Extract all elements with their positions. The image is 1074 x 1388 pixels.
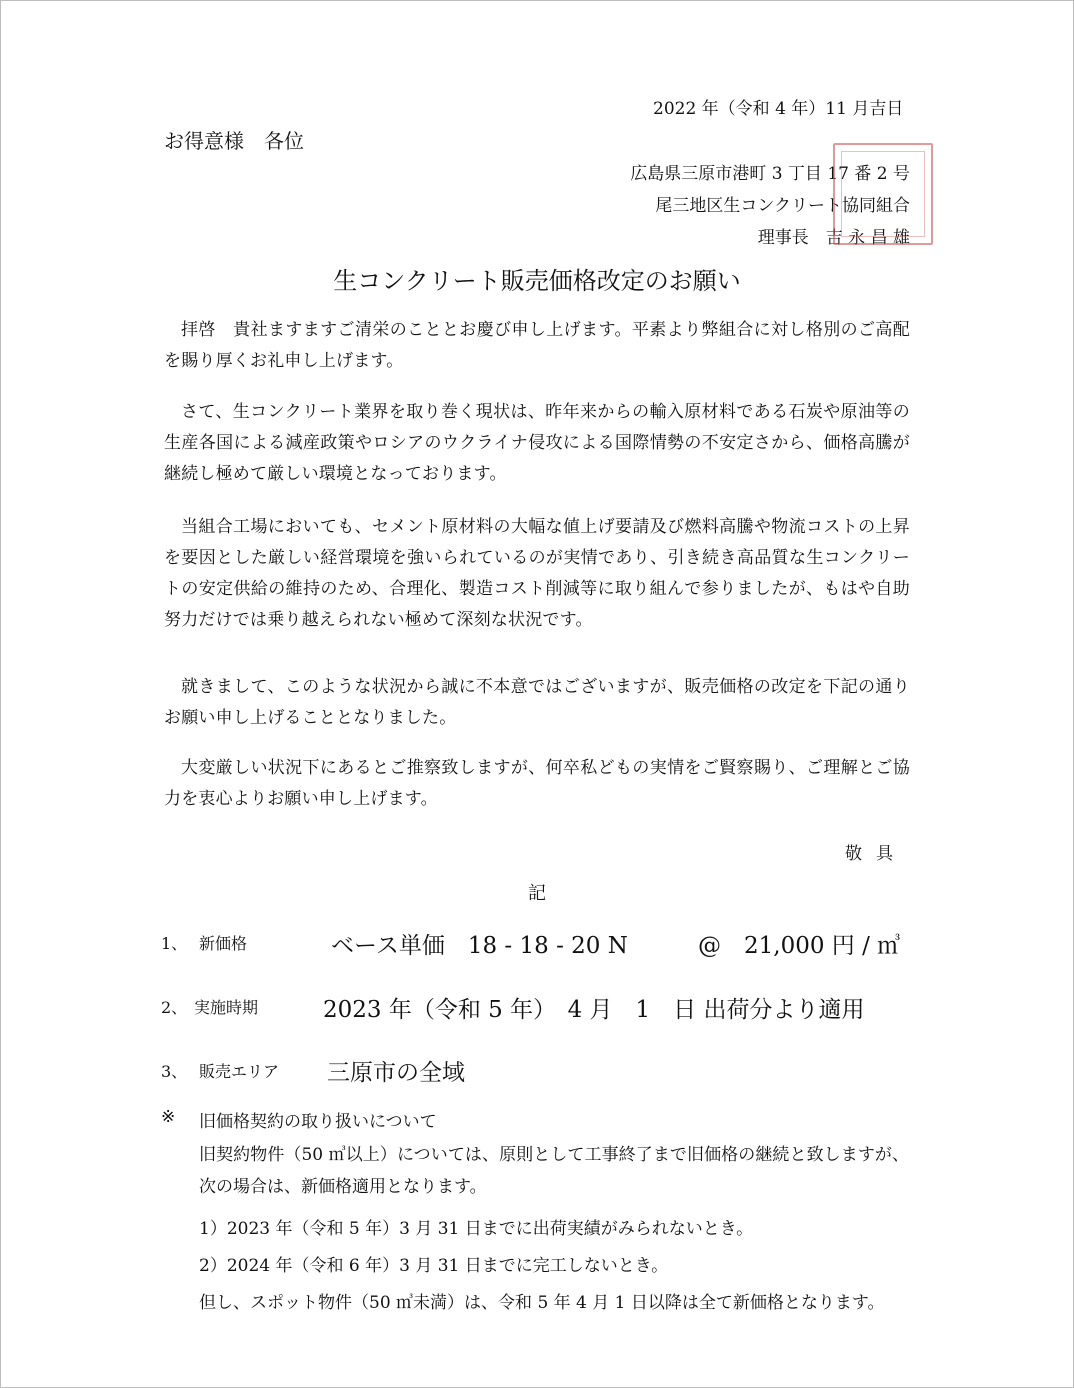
body-paragraph: さて、生コンクリート業界を取り巻く現状は、昨年来からの輸入原材料である石炭や原油等の生産各国による減産政策やロシアのウクライナ侵攻による国際情勢の不安定さから、価格高騰が継続し極めて厳しい環境となっております。 xyxy=(164,402,910,484)
item-value-sales-area: 三原市の全域 xyxy=(327,1060,465,1086)
ki-heading: 記 xyxy=(528,883,546,904)
item-label-effective-date: 実施時期 xyxy=(194,998,259,1017)
sender-address: 広島県三原市港町 3 丁目 17 番 2 号 xyxy=(630,164,910,184)
item-number: 1、 xyxy=(161,934,188,953)
note-mark: ※ xyxy=(161,1107,176,1127)
note-condition: 但し、スポット物件（50 ㎥未満）は、令和 5 年 4 月 1 日以降は全て新価格となります。 xyxy=(199,1293,885,1313)
item-number: 2、 xyxy=(161,998,188,1017)
sender-organization: 尾三地区生コンクリート協同組合 xyxy=(655,196,910,216)
item-value-base-price: ベース単価 18 - 18 - 20 N xyxy=(331,933,628,959)
document-date: 2022 年（令和 4 年）11 月吉日 xyxy=(653,99,904,119)
note-condition: 1）2023 年（令和 5 年）3 月 31 日までに出荷実績がみられないとき。 xyxy=(199,1219,754,1239)
item-value-unit-price: @ 21,000 円 / ㎥ xyxy=(698,933,901,959)
body-paragraph: 就きまして、このような状況から誠に不本意ではございますが、販売価格の改定を下記の通りお願い申し上げることとなりました。 xyxy=(164,677,910,728)
note-body: 旧契約物件（50 ㎥以上）については、原則として工事終了まで旧価格の継続と致しますが、次の場合は、新価格適用となります。 xyxy=(199,1145,909,1197)
item-label-new-price: 新価格 xyxy=(199,934,248,953)
item-number: 3、 xyxy=(161,1062,188,1081)
addressee: お得意様 各位 xyxy=(164,129,304,153)
note-title: 旧価格契約の取り扱いについて xyxy=(199,1112,437,1132)
body-paragraph: 拝啓 貴社ますますご清栄のこととお慶び申し上げます。平素より弊組合に対し格別のご高配を賜り厚くお礼申し上げます。 xyxy=(164,320,910,371)
document-title: 生コンクリート販売価格改定のお願い xyxy=(333,267,741,295)
closing-keigu: 敬具 xyxy=(845,844,907,864)
body-paragraph: 当組合工場においても、セメント原材料の大幅な値上げ要請及び燃料高騰や物流コストの上昇を要因とした厳しい経営環境を強いられているのが実情であり、引き続き高品質な生コンクリートの安定供給の維持のため、合理化、製造コスト削減等に取り組んで参りましたが、もはや自助努力だけでは乗り越えられない極めて深刻な状況です。 xyxy=(164,517,910,630)
item-label-sales-area: 販売エリア xyxy=(199,1062,280,1081)
item-value-effective-date: 2023 年（令和 5 年） 4 月 1 日 出荷分より適用 xyxy=(323,997,865,1023)
body-paragraph: 大変厳しい状況下にあるとご推察致しますが、何卒私どもの実情をご賢察賜り、ご理解とご協力を衷心よりお願い申し上げます。 xyxy=(164,758,910,809)
official-seal-stamp xyxy=(833,143,933,245)
sender-person: 理事長 吉 永 昌 雄 xyxy=(757,228,910,248)
note-condition: 2）2024 年（令和 6 年）3 月 31 日までに完工しないとき。 xyxy=(199,1256,669,1276)
